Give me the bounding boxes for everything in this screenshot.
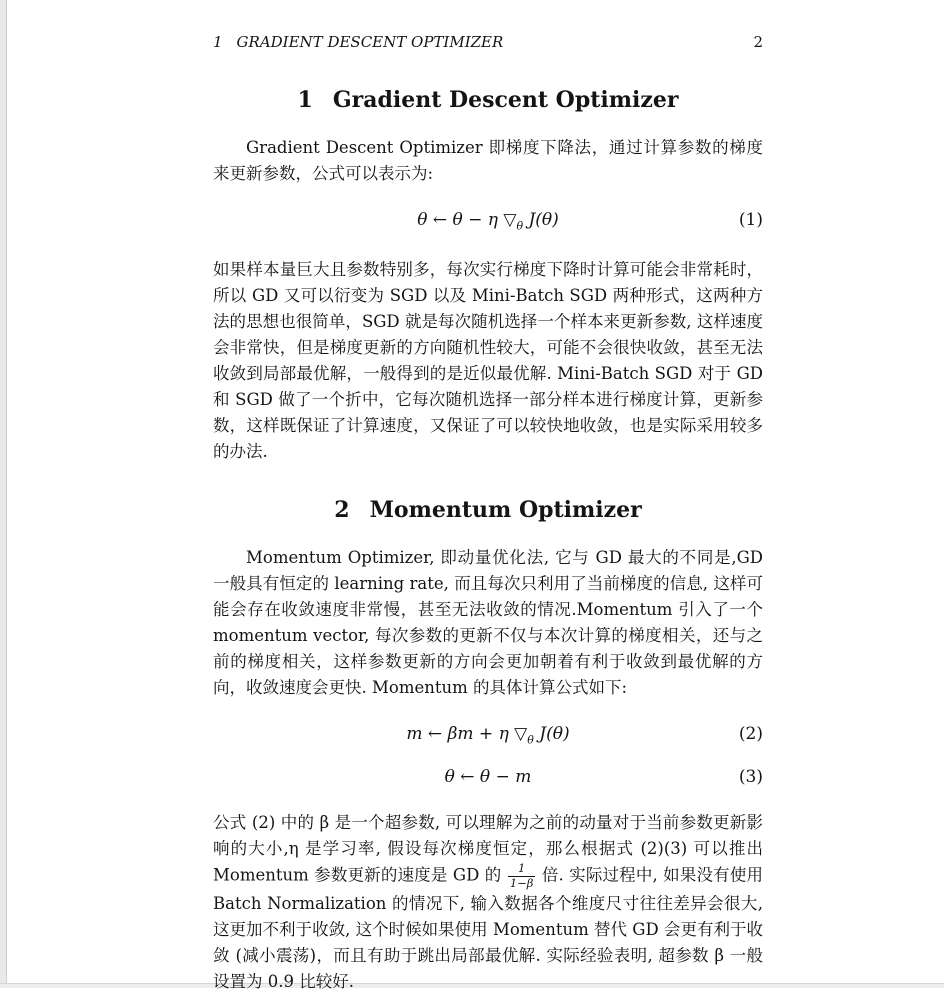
running-head	[213, 33, 503, 51]
nabla-symbol: ▽	[503, 210, 517, 230]
equation-1-body: θ ← θ − η $▽_\theta$ J(θ)	[417, 210, 559, 233]
viewer-left-edge	[0, 0, 7, 988]
momentum-intro-paragraph: Momentum Optimizer, 即动量优化法, 它与 GD 最大的不同是,GD 一般具有恒定的 learning rate, 而且每次只利用了当前梯度的信息, 这样可能会存在收敛速度非常慢，甚至无法收敛的情况.Momentum 引入了一个 momentum vector, 每次参数的更新不仅与本次计算的梯度相关，还与之前的梯度相关，这样参数更新的方向会更加朝着有利于收敛到最优解的方向，收敛速度会更快. Momentum 的具体计算公式如下:	[213, 548, 763, 697]
document-page	[213, 0, 763, 995]
section-1-heading	[213, 87, 763, 113]
equation-2-number: (2)	[738, 724, 763, 744]
equation-3-number: (3)	[738, 767, 763, 787]
equation-2	[213, 721, 763, 747]
momentum-discussion-paragraph	[213, 810, 763, 995]
running-head-title: GRADIENT DESCENT OPTIMIZER	[236, 33, 504, 51]
equation-3-body: θ ← θ − m	[444, 767, 532, 787]
section-1-number: 1	[297, 87, 313, 113]
gd-intro-paragraph: Gradient Descent Optimizer 即梯度下降法，通过计算参数的梯度来更新参数，公式可以表示为:	[213, 138, 763, 183]
equation-3	[213, 764, 763, 790]
fraction-numerator: 1	[508, 862, 536, 877]
equation-1	[213, 207, 763, 233]
section-2-number: 2	[334, 497, 350, 523]
page-number: 2	[753, 33, 763, 51]
momentum-discussion-after-fraction: 倍. 实际过程中, 如果没有使用 Batch Normalization 的情况下, 输入数据各个维度尺寸往往差异会很大, 这更加不利于收敛, 这个时候如果使用 Momentum 替代 GD 会更有利于收敛 (减小震荡)，而且有助于跳出局部最优解. 实际经验表明, 超参数 β 一般设置为 0.9 比较好.	[213, 865, 763, 991]
momentum-discussion-before-fraction: 公式 (2) 中的 β 是一个超参数, 可以理解为之前的动量对于当前参数更新影响的大小,η 是学习率, 假设每次梯度恒定，那么根据式 (2)(3) 可以推出 Momentum 参数更新的速度是 GD 的	[213, 813, 763, 885]
nabla-symbol: ▽	[514, 724, 528, 744]
running-head-chapter-number: 1	[213, 33, 223, 51]
equation-2-body: m ← βm + η $▽_\theta$ J(θ)	[406, 724, 570, 747]
fraction-denominator: 1−β	[509, 875, 534, 890]
equation-1-number: (1)	[738, 210, 763, 230]
section-1-title: Gradient Descent Optimizer	[332, 87, 679, 113]
section-2-heading	[213, 497, 763, 523]
section-2-title: Momentum Optimizer	[369, 497, 642, 523]
inline-fraction	[507, 862, 537, 891]
gd-discussion-paragraph: 如果样本量巨大且参数特别多，每次实行梯度下降时计算可能会非常耗时，所以 GD 又可以衍变为 SGD 以及 Mini-Batch SGD 两种形式，这两种方法的思想也很简单，SGD 就是每次随机选择一个样本来更新参数, 这样速度会非常快，但是梯度更新的方向随机性较大，可能不会很快收敛，甚至无法收敛到局部最优解，一般得到的是近似最优解. Mini-Batch SGD 对于 GD 和 SGD 做了一个折中，它每次随机选择一部分样本进行梯度计算，更新参数，这样既保证了计算速度，又保证了可以较快地收敛，也是实际采用较多的办法.	[213, 260, 763, 461]
page-header	[213, 0, 763, 51]
